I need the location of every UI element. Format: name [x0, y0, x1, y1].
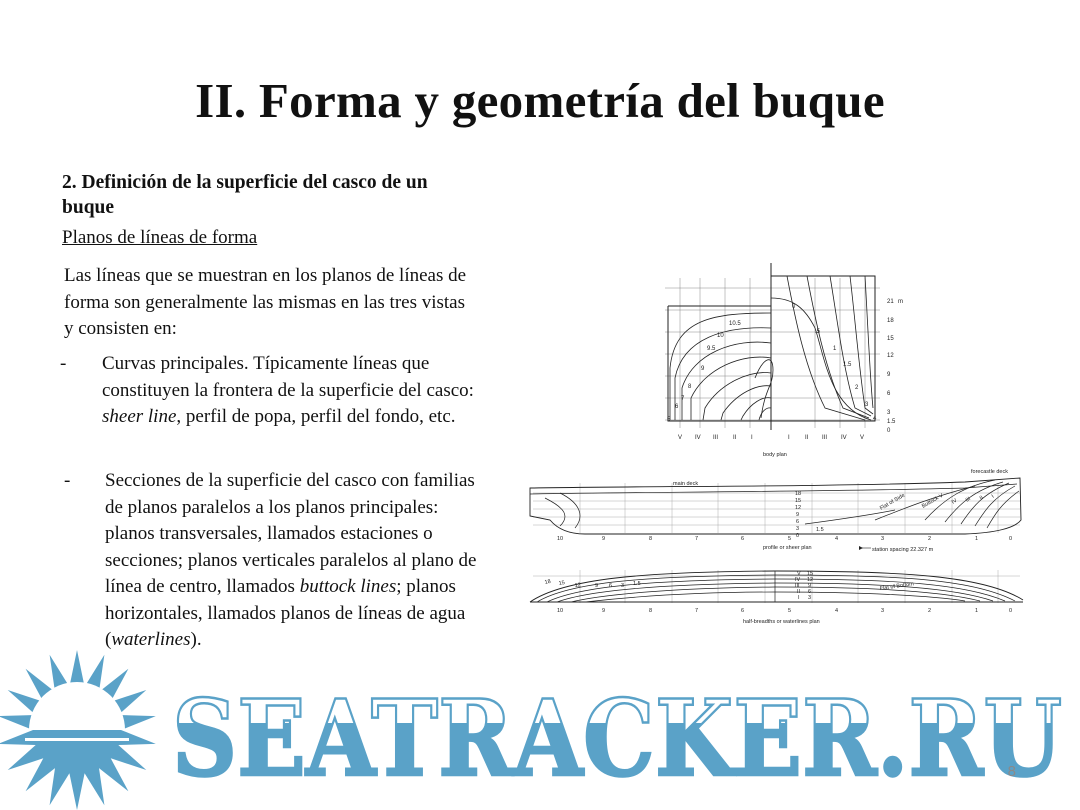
svg-text:7: 7: [695, 536, 699, 542]
svg-text:main deck: main deck: [673, 481, 699, 487]
svg-text:1.5: 1.5: [816, 527, 824, 533]
svg-text:2: 2: [928, 608, 932, 614]
svg-text:8: 8: [649, 536, 653, 542]
svg-text:6: 6: [796, 519, 800, 525]
svg-text:4: 4: [835, 608, 839, 614]
svg-text:3: 3: [865, 402, 869, 408]
svg-text:9: 9: [796, 512, 800, 518]
svg-text:3: 3: [881, 608, 885, 614]
svg-text:V: V: [797, 571, 801, 577]
intro-paragraph: Las líneas que se muestran en los planos de líneas de forma son generalmente las mismas en las tres vistas y consisten en:: [64, 265, 467, 339]
svg-text:1.5: 1.5: [633, 581, 641, 587]
half-breadth-plan: [530, 570, 1023, 603]
svg-text:0: 0: [792, 304, 796, 310]
svg-text:5: 5: [667, 417, 671, 423]
svg-text:.5: .5: [815, 329, 821, 335]
svg-text:3: 3: [796, 526, 800, 532]
svg-text:V: V: [860, 435, 865, 441]
svg-text:10: 10: [557, 536, 564, 542]
svg-text:6: 6: [808, 589, 812, 595]
bullet-text: Secciones de la superficie del casco con familias de planos paralelos a los planos principales: planos transversales, llamados estaciones o secciones; planos verticales paralelos al plano de línea de centro, llamados buttock lines; planos horizontales, llamados planos de líneas de agua (waterlines).: [105, 470, 477, 650]
body-plan: [665, 263, 880, 430]
svg-text:5: 5: [788, 536, 792, 542]
svg-text:15: 15: [558, 579, 566, 587]
svg-text:0: 0: [1009, 608, 1013, 614]
svg-text:4: 4: [873, 416, 877, 422]
svg-text:II: II: [733, 435, 737, 441]
page-number: 8: [1007, 763, 1016, 780]
svg-text:1: 1: [833, 346, 837, 352]
svg-text:body plan: body plan: [763, 452, 787, 458]
svg-text:9: 9: [602, 536, 606, 542]
svg-text:12: 12: [574, 582, 582, 589]
svg-text:0: 0: [887, 428, 891, 434]
svg-text:II: II: [978, 494, 985, 502]
svg-text:1: 1: [975, 608, 979, 614]
svg-text:18: 18: [887, 318, 894, 324]
svg-text:III: III: [713, 435, 719, 441]
svg-text:15: 15: [887, 336, 894, 342]
svg-text:21: 21: [887, 299, 894, 305]
watermark-text: SEATRACKER.RU: [172, 676, 1062, 800]
svg-text:15: 15: [807, 571, 814, 577]
sun-icon: [0, 650, 156, 810]
svg-text:II: II: [805, 435, 809, 441]
svg-text:Buttock V: Buttock V: [921, 492, 945, 510]
svg-text:2: 2: [855, 385, 859, 391]
svg-text:6: 6: [675, 404, 679, 410]
svg-text:8: 8: [688, 384, 692, 390]
svg-text:IV: IV: [950, 497, 959, 506]
svg-text:IV: IV: [841, 435, 847, 441]
svg-text:3: 3: [808, 595, 812, 601]
svg-text:III: III: [964, 496, 972, 504]
svg-text:I: I: [788, 435, 790, 441]
bullet-marker: -: [64, 470, 71, 491]
svg-text:III: III: [795, 583, 800, 589]
lines-plan-figure: [525, 258, 1030, 628]
svg-text:3: 3: [621, 583, 625, 589]
svg-text:station spacing 22.327 m: station spacing 22.327 m: [872, 547, 934, 553]
svg-text:3: 3: [881, 536, 885, 542]
svg-text:9: 9: [701, 366, 705, 372]
svg-text:Flat of Side: Flat of Side: [879, 492, 907, 512]
slide-title: II. Forma y geometría del buque: [195, 73, 885, 128]
svg-text:II: II: [797, 589, 801, 595]
svg-text:10: 10: [557, 608, 564, 614]
svg-text:1.5: 1.5: [843, 362, 852, 368]
svg-text:7: 7: [695, 608, 699, 614]
svg-text:10.5: 10.5: [729, 321, 741, 327]
svg-text:18: 18: [544, 578, 552, 586]
svg-text:6: 6: [887, 391, 891, 397]
svg-text:9.5: 9.5: [707, 346, 716, 352]
svg-text:I: I: [798, 595, 800, 601]
svg-text:V: V: [678, 435, 683, 441]
svg-text:0: 0: [796, 533, 800, 539]
svg-text:6: 6: [609, 583, 613, 589]
svg-text:18: 18: [795, 491, 802, 497]
svg-text:12: 12: [807, 577, 814, 583]
svg-text:9: 9: [595, 583, 599, 589]
seatracker-watermark: [0, 648, 1080, 810]
subheading: Planos de líneas de forma: [62, 227, 258, 248]
svg-text:I: I: [990, 493, 996, 500]
svg-text:2: 2: [928, 536, 932, 542]
svg-text:10: 10: [717, 333, 724, 339]
svg-text:III: III: [822, 435, 828, 441]
svg-text:IV: IV: [695, 435, 701, 441]
section-heading: 2. Definición de la superficie del casco de un buque: [62, 172, 428, 218]
bullet-text: Curvas principales. Típicamente líneas que constituyen la frontera de la superficie del casco: sheer line, perfil de popa, perfil del fondo, etc.: [102, 353, 474, 427]
svg-text:8: 8: [649, 608, 653, 614]
svg-text:4: 4: [835, 536, 839, 542]
svg-text:15: 15: [795, 498, 802, 504]
svg-text:12: 12: [795, 505, 802, 511]
bullet-marker: -: [60, 353, 67, 374]
svg-text:profile or sheer plan: profile or sheer plan: [763, 545, 812, 551]
svg-text:7: 7: [681, 396, 685, 402]
svg-text:forecastle deck: forecastle deck: [971, 469, 1008, 475]
svg-text:9: 9: [808, 583, 812, 589]
svg-text:IV: IV: [795, 577, 801, 583]
profile-plan: [530, 478, 1021, 534]
svg-text:I: I: [751, 435, 753, 441]
svg-text:1: 1: [975, 536, 979, 542]
svg-text:3: 3: [887, 410, 891, 416]
svg-text:9: 9: [602, 608, 606, 614]
svg-text:Flat of Bottom: Flat of Bottom: [879, 581, 915, 592]
svg-text:1.5: 1.5: [887, 419, 896, 425]
svg-text:12: 12: [887, 353, 894, 359]
svg-text:half-breadths or waterlines pl: half-breadths or waterlines plan: [743, 619, 820, 625]
svg-text:9: 9: [887, 372, 891, 378]
svg-text:m: m: [898, 299, 903, 305]
svg-text:0: 0: [1009, 536, 1013, 542]
svg-text:5: 5: [788, 608, 792, 614]
svg-text:6: 6: [741, 608, 745, 614]
svg-text:6: 6: [741, 536, 745, 542]
